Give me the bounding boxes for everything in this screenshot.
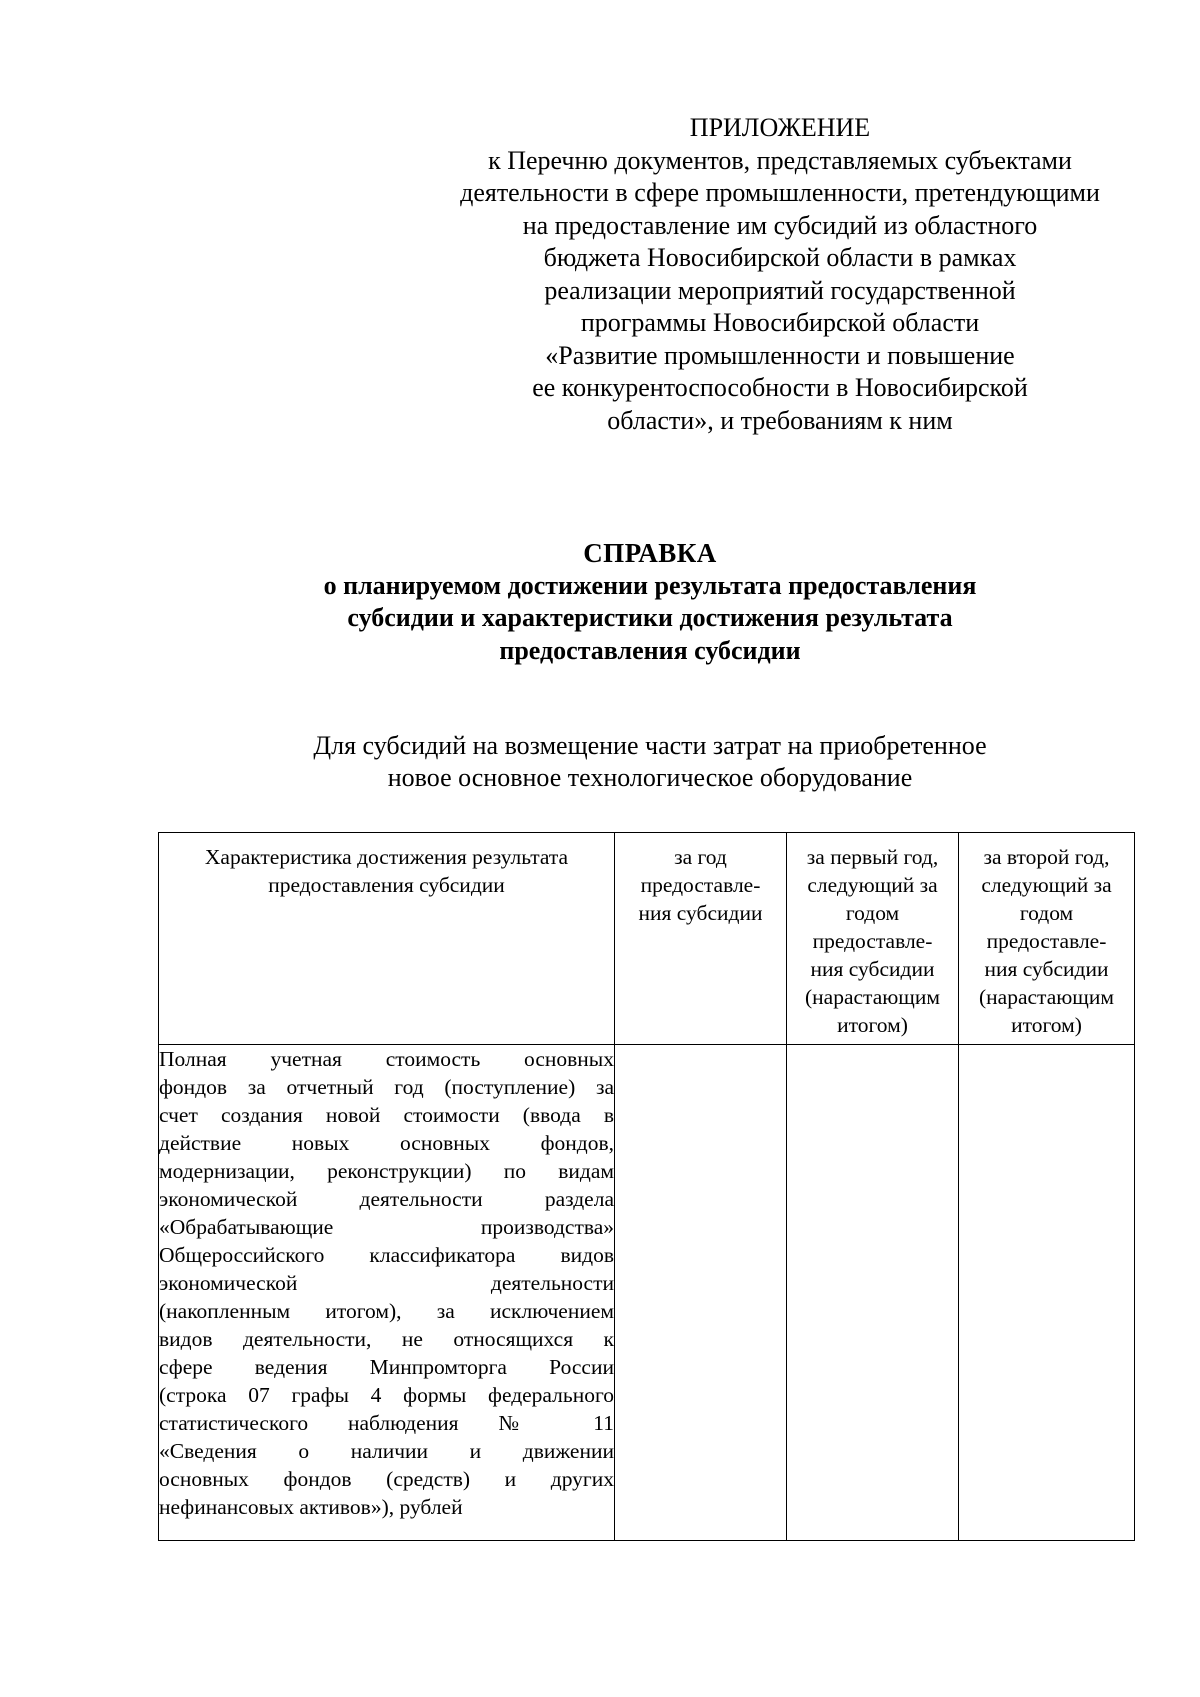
header-first-year-after: [787, 833, 959, 1045]
document-title-block: [160, 537, 1140, 667]
description-line: основных фондов (средств) и других: [159, 1467, 614, 1491]
header-line: годом: [1019, 901, 1074, 925]
appendix-line: деятельности в сфере промышленности, претендующими: [460, 178, 1100, 207]
results-table: [158, 832, 1135, 1541]
subsidy-type-subtitle: [160, 730, 1140, 794]
appendix-line: бюджета Новосибирской области в рамках: [543, 243, 1017, 272]
description-line: Общероссийского классификатора видов: [159, 1243, 614, 1267]
header-characteristic: [159, 833, 615, 1045]
document-title-line: о планируемом достижении результата предоставления: [323, 570, 977, 600]
description-line: «Обрабатывающие производства»: [159, 1215, 614, 1239]
table-row: [159, 1045, 1135, 1541]
header-line: предоставления субсидии: [268, 873, 505, 897]
header-line: за первый год,: [806, 845, 939, 869]
description-line: статистического наблюдения № 11: [159, 1411, 614, 1435]
appendix-line: ее конкурентоспособности в Новосибирской: [532, 373, 1028, 402]
document-title-line: субсидии и характеристики достижения результата: [347, 603, 953, 632]
appendix-heading: ПРИЛОЖЕНИЕ: [689, 113, 871, 142]
header-line: предоставле-: [640, 873, 761, 897]
header-second-year-after: [959, 833, 1135, 1045]
header-line: годом: [845, 901, 900, 925]
subtitle-line: Для субсидий на возмещение части затрат на приобретенное: [313, 731, 987, 760]
header-line: (нарастающим: [805, 985, 940, 1009]
description-line: фондов за отчетный год (поступление) за: [159, 1075, 614, 1099]
description-line: счет создания новой стоимости (ввода в: [159, 1103, 614, 1127]
characteristic-description-cell: [159, 1045, 615, 1541]
appendix-line: «Развитие промышленности и повышение: [545, 340, 1015, 370]
description-line: действие новых основных фондов,: [159, 1131, 614, 1155]
header-line: ния субсидии: [638, 901, 763, 925]
header-line: предоставле-: [986, 929, 1107, 953]
description-line: экономической деятельности раздела: [159, 1187, 614, 1211]
header-line: итогом): [837, 1013, 908, 1037]
description-line: (накопленным итогом), за исключением: [159, 1299, 614, 1323]
document-title: СПРАВКА: [583, 538, 717, 568]
header-line: за год: [674, 845, 727, 869]
header-line: итогом): [1011, 1013, 1082, 1037]
appendix-block: [420, 112, 1140, 437]
appendix-line: на предоставление им субсидий из областного: [522, 210, 1038, 240]
value-cell-year-of-subsidy: [615, 1045, 787, 1541]
appendix-line: к Перечню документов, представляемых субъектами: [488, 145, 1072, 175]
value-cell-second-year-after: [959, 1045, 1135, 1541]
appendix-line: области», и требованиям к ним: [607, 405, 953, 435]
header-line: следующий за: [981, 873, 1112, 897]
appendix-line: программы Новосибирской области: [580, 308, 980, 337]
value-cell-first-year-after: [787, 1045, 959, 1541]
header-line: ния субсидии: [810, 957, 935, 981]
header-line: ния субсидии: [984, 957, 1109, 981]
table-header-row: [159, 833, 1135, 1045]
description-line: модернизации, реконструкции) по видам: [159, 1159, 614, 1183]
header-year-of-subsidy: [615, 833, 787, 1045]
header-line: следующий за: [807, 873, 938, 897]
subtitle-line: новое основное технологическое оборудование: [387, 763, 913, 792]
description-line: сфере ведения Минпромторга России: [159, 1355, 614, 1379]
document-title-line: предоставления субсидии: [499, 635, 801, 665]
header-line: Характеристика достижения результата: [204, 845, 569, 869]
description-line: Полная учетная стоимость основных: [159, 1047, 614, 1071]
header-line: (нарастающим: [979, 985, 1114, 1009]
description-line: (строка 07 графы 4 формы федерального: [159, 1383, 614, 1407]
appendix-line: реализации мероприятий государственной: [544, 275, 1016, 305]
header-line: предоставле-: [812, 929, 933, 953]
description-line: видов деятельности, не относящихся к: [159, 1327, 614, 1351]
description-line: экономической деятельности: [159, 1271, 614, 1295]
description-line: «Сведения о наличии и движении: [159, 1439, 614, 1463]
description-line: нефинансовых активов»), рублей: [159, 1495, 463, 1519]
header-line: за второй год,: [983, 845, 1110, 869]
